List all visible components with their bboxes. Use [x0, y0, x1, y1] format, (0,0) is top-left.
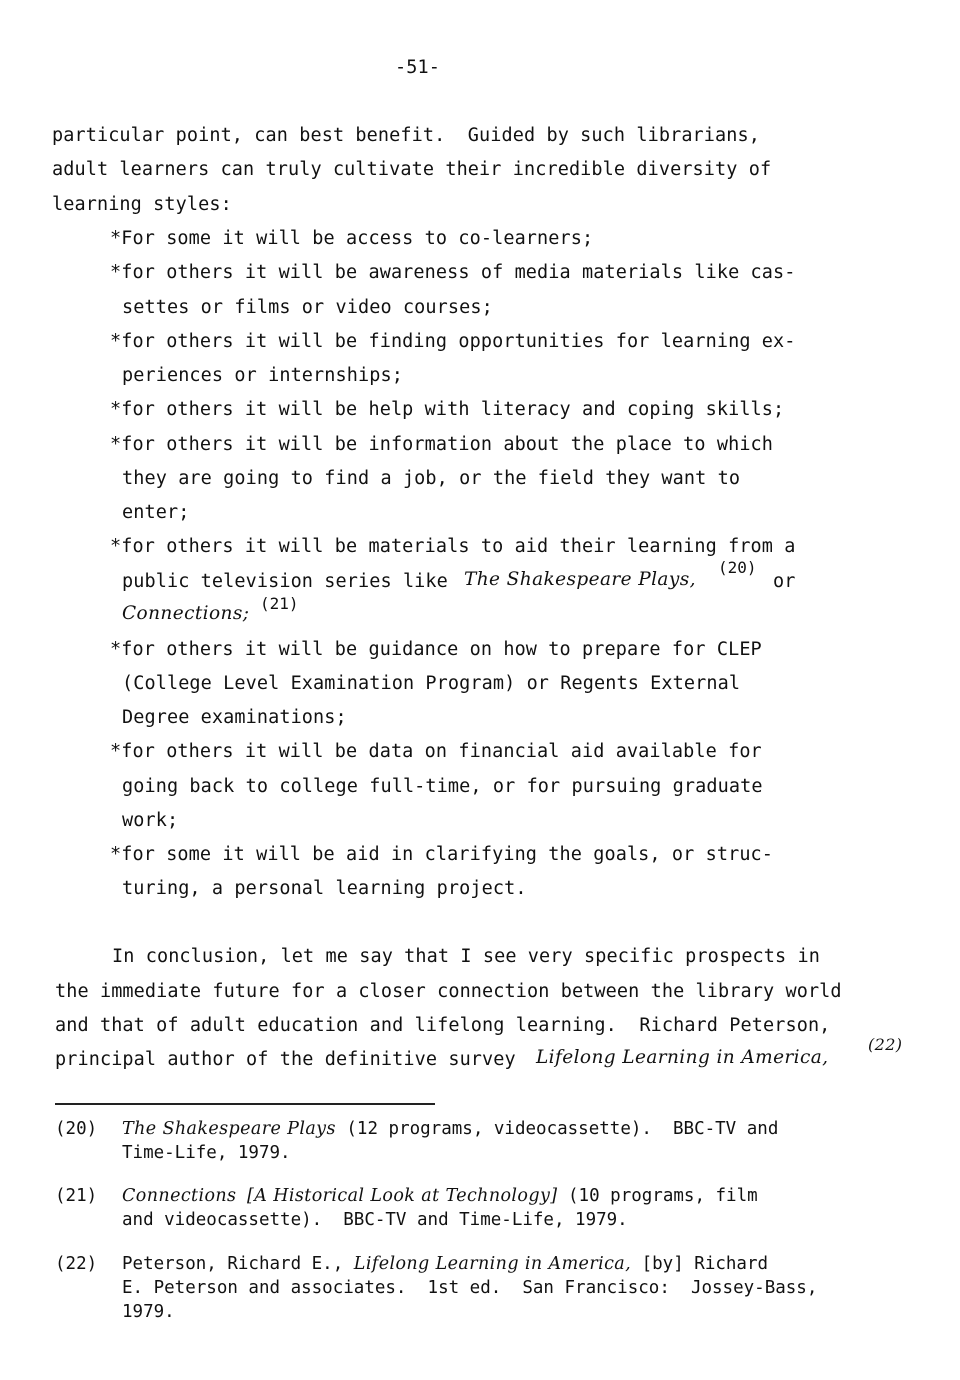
bullet-item: *for others it will be finding opportunities for learning ex-: [110, 331, 796, 352]
bullet-item: *for some it will be aid in clarifying the goals, or struc-: [110, 844, 774, 865]
footnote-reference: (22): [868, 1035, 903, 1054]
footnote-line: E. Peterson and associates. 1st ed. San Francisco: Jossey-Bass,: [122, 1278, 818, 1298]
bullet-continuation: turing, a personal learning project.: [122, 878, 527, 899]
footnote-line: [122, 1254, 768, 1274]
program-title: The Shakespeare Plays,: [464, 569, 696, 590]
program-title: The Shakespeare Plays: [122, 1119, 336, 1139]
bullet-item: *for others it will be data on financial aid available for: [110, 741, 762, 762]
conclusion-line: In conclusion, let me say that I see very specific prospects in: [112, 946, 820, 967]
footnote-text: (10 programs, film: [557, 1186, 758, 1206]
page-number: -51-: [395, 57, 440, 78]
bullet-item: *for others it will be help with literacy and coping skills;: [110, 399, 785, 420]
footnote-divider: [55, 1103, 435, 1105]
footnote-line: Time-Life, 1979.: [122, 1143, 291, 1163]
footnote-line: [122, 1119, 778, 1139]
body-line: learning styles:: [52, 194, 232, 215]
bullet-continuation: (College Level Examination Program) or Regents External: [122, 673, 741, 694]
book-title: Lifelong Learning in America,: [536, 1047, 829, 1068]
conclusion-line: and that of adult education and lifelong learning. Richard Peterson,: [55, 1015, 831, 1036]
program-title: Connections;: [122, 603, 250, 624]
conclusion-line: principal author of the definitive survey: [55, 1049, 527, 1070]
book-title: Lifelong Learning in America,: [353, 1254, 632, 1274]
bullet-continuation: public television series like: [122, 571, 460, 592]
footnote-number: (20): [55, 1119, 98, 1139]
program-subtitle: [A Historical Look at Technology]: [247, 1186, 558, 1206]
program-title: Connections: [122, 1186, 237, 1206]
bullet-continuation: work;: [122, 810, 179, 831]
bullet-item: *for others it will be materials to aid their learning from a: [110, 536, 796, 557]
body-line: adult learners can truly cultivate their incredible diversity of: [52, 159, 772, 180]
footnote-text: (12 programs, videocassette). BBC-TV and: [335, 1119, 779, 1139]
body-line: particular point, can best benefit. Guided by such librarians,: [52, 125, 760, 146]
bullet-item: *for others it will be information about the place to which: [110, 434, 774, 455]
footnote-line: 1979.: [122, 1302, 175, 1322]
bullet-continuation: enter;: [122, 502, 190, 523]
footnote-line: [122, 1186, 758, 1206]
bullet-continuation: Degree examinations;: [122, 707, 347, 728]
footnote-text: [by] Richard: [631, 1254, 769, 1274]
bullet-continuation: or: [773, 571, 796, 592]
footnote-number: (22): [55, 1254, 98, 1274]
bullet-continuation: periences or internships;: [122, 365, 403, 386]
conclusion-line: the immediate future for a closer connection between the library world: [55, 981, 842, 1002]
bullet-continuation: going back to college full-time, or for pursuing graduate: [122, 776, 763, 797]
footnote-number: (21): [55, 1186, 98, 1206]
footnote-reference: (21): [260, 594, 299, 613]
bullet-item: *for others it will be guidance on how to prepare for CLEP: [110, 639, 762, 660]
footnote-text: Peterson, Richard E.,: [122, 1254, 354, 1274]
bullet-continuation: they are going to find a job, or the field they want to: [122, 468, 741, 489]
footnote-line: and videocassette). BBC-TV and Time-Life, 1979.: [122, 1210, 628, 1230]
bullet-item: *for others it will be awareness of media materials like cas-: [110, 262, 796, 283]
bullet-continuation: settes or films or video courses;: [122, 297, 493, 318]
bullet-item: *For some it will be access to co-learners;: [110, 228, 594, 249]
footnote-reference: (20): [718, 558, 757, 577]
